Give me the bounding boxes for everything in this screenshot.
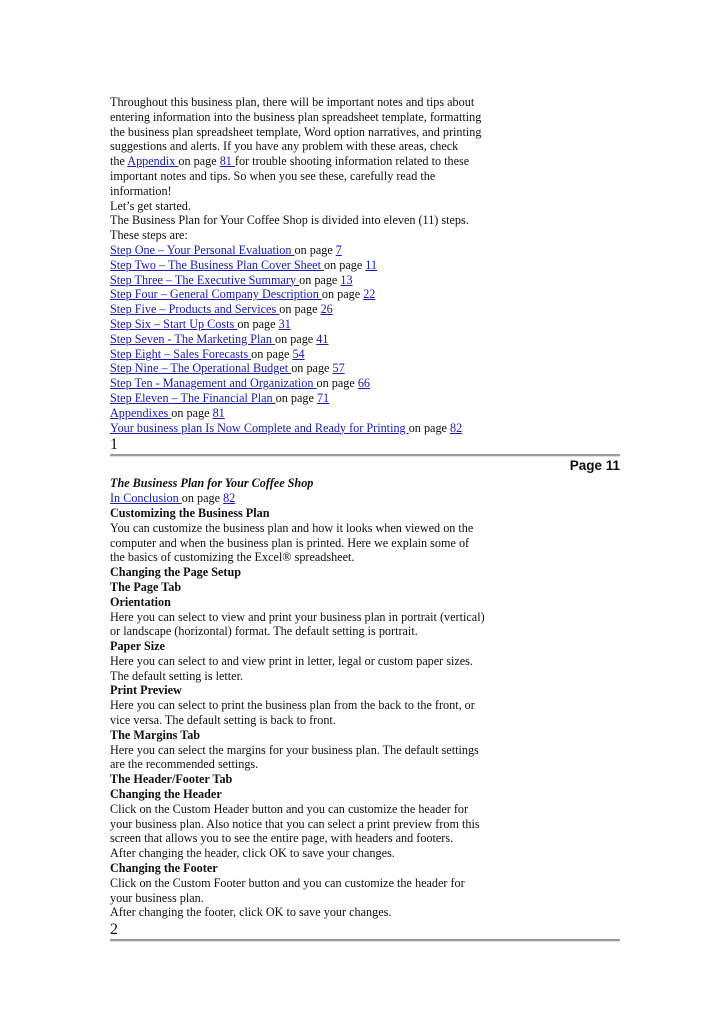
body-line: Here you can select to print the business plan from the back to the front, or bbox=[110, 698, 475, 713]
toc-page-link[interactable]: 26 bbox=[320, 302, 333, 317]
text: on page bbox=[178, 154, 220, 169]
running-header-title: The Business Plan for Your Coffee Shop bbox=[110, 476, 314, 491]
body-line: Here you can select to view and print your business plan in portrait (vertical) bbox=[110, 609, 485, 624]
table-of-contents bbox=[110, 243, 620, 435]
toc-link[interactable]: Step Ten - Management and Organization bbox=[110, 376, 317, 391]
toc-on-page: on page bbox=[275, 390, 317, 405]
intro-line: information! bbox=[110, 183, 172, 198]
toc-page-link[interactable]: 22 bbox=[363, 287, 376, 302]
toc-link[interactable]: Step Six – Start Up Costs bbox=[110, 316, 238, 331]
toc-page-link[interactable]: 71 bbox=[316, 390, 330, 405]
body-line: vice versa. The default setting is back to front. bbox=[110, 713, 336, 728]
body-line: After changing the header, click OK to save your changes. bbox=[110, 846, 395, 861]
section-heading: The Page Tab bbox=[110, 579, 182, 594]
toc-link[interactable]: Step Seven - The Marketing Plan bbox=[110, 331, 275, 346]
toc-page-link[interactable]: 82 bbox=[450, 420, 463, 435]
body-line: your business plan. bbox=[110, 890, 204, 905]
intro-line: Let’s get started. bbox=[110, 198, 191, 213]
toc-on-page: on page bbox=[324, 257, 366, 272]
intro-line: The Business Plan for Your Coffee Shop is divided into eleven (11) steps. bbox=[110, 213, 469, 228]
intro-line: the business plan spreadsheet template, Word option narratives, and printing bbox=[110, 124, 482, 139]
toc-entry bbox=[110, 258, 620, 273]
section-heading: Print Preview bbox=[110, 683, 182, 698]
toc-on-page: on page bbox=[237, 316, 279, 331]
text: the bbox=[110, 154, 128, 169]
toc-entry bbox=[110, 243, 620, 258]
section-heading: Changing the Page Setup bbox=[110, 565, 242, 580]
toc-link[interactable]: Step Two – The Business Plan Cover Sheet bbox=[110, 257, 324, 272]
conclusion-link[interactable]: In Conclusion bbox=[110, 491, 182, 506]
section-heading: Orientation bbox=[110, 594, 171, 609]
toc-page-link[interactable]: 81 bbox=[212, 405, 225, 420]
intro-line: These steps are: bbox=[110, 228, 188, 243]
section-heading: The Margins Tab bbox=[110, 727, 201, 742]
toc-on-page: on page bbox=[251, 346, 293, 361]
appendix-link[interactable]: Appendix bbox=[127, 154, 179, 169]
toc-on-page: on page bbox=[294, 242, 336, 257]
section-2 bbox=[110, 476, 620, 941]
intro-paragraph bbox=[110, 95, 620, 243]
toc-entry bbox=[110, 273, 620, 288]
intro-line: Throughout this business plan, there will be important notes and tips about bbox=[110, 95, 475, 109]
section-heading: Customizing the Business Plan bbox=[110, 505, 270, 520]
body-line: After changing the footer, click OK to save your changes. bbox=[110, 905, 392, 920]
toc-link[interactable]: Step Five – Products and Services bbox=[110, 302, 280, 317]
toc-page-link[interactable]: 66 bbox=[357, 376, 370, 391]
toc-page-link[interactable]: 54 bbox=[292, 346, 305, 361]
body-line: screen that allows you to see the entire page, with headers and footers. bbox=[110, 831, 454, 846]
toc-entry bbox=[110, 361, 620, 376]
toc-page-link[interactable]: 11 bbox=[365, 257, 378, 272]
page-divider bbox=[110, 939, 620, 941]
body-line: are the recommended settings. bbox=[110, 757, 259, 772]
conclusion-entry bbox=[110, 491, 620, 506]
toc-entry bbox=[110, 302, 620, 317]
body-line: or landscape (horizontal) format. The default setting is portrait. bbox=[110, 624, 418, 639]
toc-entry bbox=[110, 406, 620, 421]
body-line: computer and when the business plan is printed. Here we explain some of bbox=[110, 535, 470, 550]
toc-page-link[interactable]: 7 bbox=[335, 242, 342, 257]
toc-link[interactable]: Step Eleven – The Financial Plan bbox=[110, 390, 276, 405]
toc-page-link[interactable]: 31 bbox=[278, 316, 291, 331]
toc-on-page: on page bbox=[316, 376, 358, 391]
section-heading: Changing the Header bbox=[110, 787, 222, 802]
toc-link[interactable]: Step Three – The Executive Summary bbox=[110, 272, 300, 287]
page-number: 1 bbox=[110, 436, 118, 454]
appendix-page-link[interactable]: 81 bbox=[219, 154, 235, 169]
toc-page-link[interactable]: 13 bbox=[340, 272, 353, 287]
body-text bbox=[110, 506, 620, 920]
toc-entry bbox=[110, 376, 620, 391]
body-line: Click on the Custom Footer button and you can customize the header for bbox=[110, 875, 465, 890]
intro-line: entering information into the business plan spreadsheet template, formatting bbox=[110, 109, 482, 124]
section-1 bbox=[110, 95, 620, 456]
toc-on-page: on page bbox=[291, 361, 333, 376]
toc-entry bbox=[110, 317, 620, 332]
toc-entry bbox=[110, 287, 620, 302]
body-line: You can customize the business plan and how it looks when viewed on the bbox=[110, 520, 474, 535]
section-heading: The Header/Footer Tab bbox=[110, 772, 233, 787]
body-line: Here you can select the margins for your business plan. The default settings bbox=[110, 742, 479, 757]
toc-link[interactable]: Step Eight – Sales Forecasts bbox=[110, 346, 252, 361]
document-content bbox=[110, 95, 620, 941]
body-line: Click on the Custom Header button and you can customize the header for bbox=[110, 801, 469, 816]
toc-link[interactable]: Step One – Your Personal Evaluation bbox=[110, 242, 295, 257]
body-line: Here you can select to and view print in letter, legal or custom paper sizes. bbox=[110, 653, 473, 668]
toc-entry bbox=[110, 332, 620, 347]
section-heading: Paper Size bbox=[110, 639, 165, 654]
toc-on-page: on page bbox=[181, 491, 224, 506]
toc-entry bbox=[110, 421, 620, 436]
toc-on-page: on page bbox=[408, 420, 450, 435]
body-line: The default setting is letter. bbox=[110, 668, 244, 683]
toc-link[interactable]: Appendixes bbox=[110, 405, 172, 420]
toc-on-page: on page bbox=[279, 302, 321, 317]
appendix-reference-line bbox=[110, 154, 620, 169]
page-number: 2 bbox=[110, 921, 118, 939]
toc-link[interactable]: Your business plan Is Now Complete and Ready for Printing bbox=[110, 420, 409, 435]
toc-on-page: on page bbox=[299, 272, 341, 287]
toc-page-link[interactable]: 41 bbox=[316, 331, 329, 346]
toc-entry bbox=[110, 391, 620, 406]
body-line: the basics of customizing the Excel® spreadsheet. bbox=[110, 550, 355, 565]
body-line: your business plan. Also notice that you can select a print preview from this bbox=[110, 816, 480, 831]
page-label: Page 11 bbox=[569, 458, 620, 474]
toc-entry bbox=[110, 347, 620, 362]
conclusion-page-link[interactable]: 82 bbox=[223, 491, 236, 506]
intro-line: suggestions and alerts. If you have any problem with these areas, check bbox=[110, 139, 459, 154]
page-label-row bbox=[110, 456, 620, 476]
toc-on-page: on page bbox=[321, 287, 364, 302]
toc-link[interactable]: Step Nine – The Operational Budget bbox=[110, 361, 292, 376]
section-heading: Changing the Footer bbox=[110, 861, 218, 876]
text: for trouble shooting information related to these bbox=[234, 154, 470, 169]
toc-link[interactable]: Step Four – General Company Description bbox=[110, 287, 322, 302]
intro-line: important notes and tips. So when you see these, carefully read the bbox=[110, 168, 436, 183]
toc-on-page: on page bbox=[274, 331, 317, 346]
toc-on-page: on page bbox=[171, 405, 213, 420]
toc-page-link[interactable]: 57 bbox=[332, 361, 345, 376]
